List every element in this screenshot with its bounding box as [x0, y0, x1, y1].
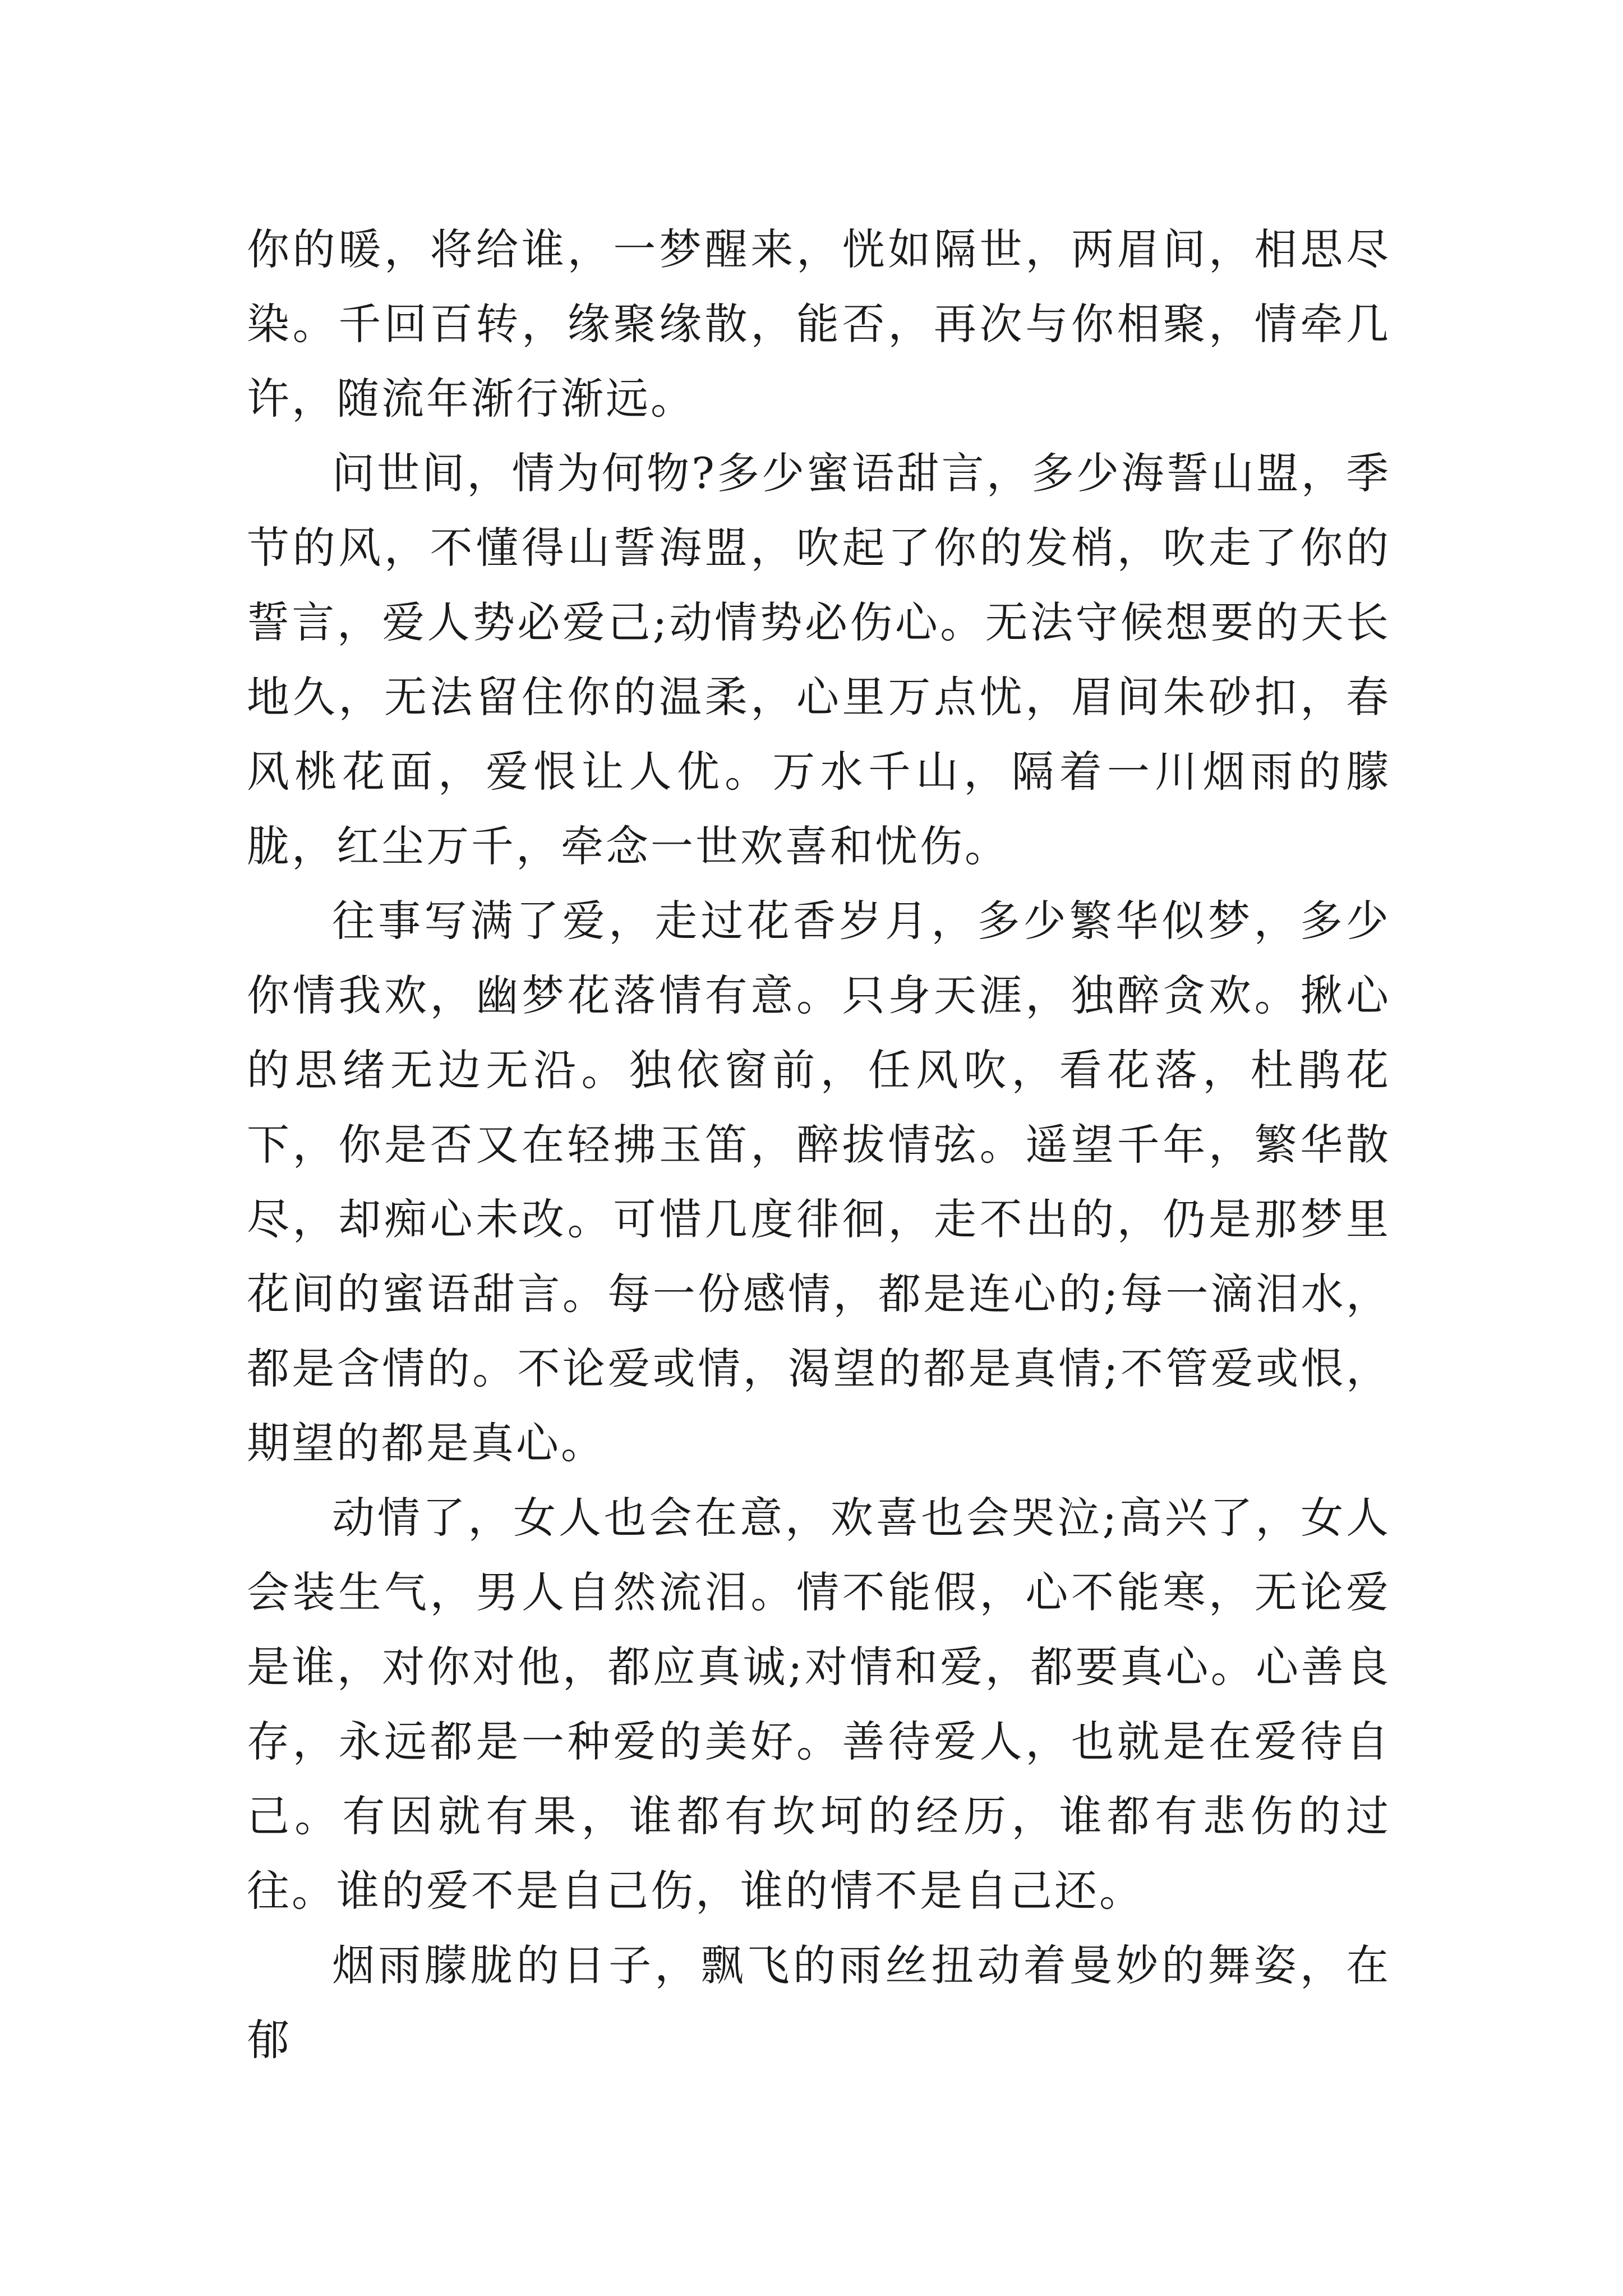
paragraph: 问世间，情为何物?多少蜜语甜言，多少海誓山盟，季节的风，不懂得山誓海盟，吹起了你的发梢，吹走了你的誓言，爱人势必爱己;动情势必伤心。无法守候想要的天长地久，无法留住你的温柔，心里万点忧，眉间朱砂扣，春风桃花面，爱恨让人优。万水千山，隔着一川烟雨的朦胧，红尘万千，牵念一世欢喜和忧伤。	[247, 448, 1391, 871]
paragraph: 你的暖，将给谁，一梦醒来，恍如隔世，两眉间，相思尽染。千回百转，缘聚缘散，能否，再次与你相聚，情牵几许，随流年渐行渐远。	[247, 224, 1391, 424]
body-text	[247, 212, 1391, 2077]
paragraph: 烟雨朦胧的日子，飘飞的雨丝扭动着曼妙的舞姿，在郁	[247, 1940, 1391, 2065]
paragraph: 动情了，女人也会在意，欢喜也会哭泣;高兴了，女人会装生气，男人自然流泪。情不能假，心不能寒，无论爱是谁，对你对他，都应真诚;对情和爱，都要真心。心善良存，永远都是一种爱的美好。善待爱人，也就是在爱待自己。有因就有果，谁都有坎坷的经历，谁都有悲伤的过往。谁的爱不是自己伤，谁的情不是自己还。	[247, 1493, 1391, 1916]
paragraph: 往事写满了爱，走过花香岁月，多少繁华似梦，多少你情我欢，幽梦花落情有意。只身天涯，独醉贪欢。揪心的思绪无边无沿。独依窗前，任风吹，看花落，杜鹃花下，你是否又在轻拂玉笛，醉拔情弦。遥望千年，繁华散尽，却痴心未改。可惜几度徘徊，走不出的，仍是那梦里花间的蜜语甜言。每一份感情，都是连心的;每一滴泪水，都是含情的。不论爱或情，渴望的都是真情;不管爱或恨，期望的都是真心。	[247, 896, 1391, 1468]
